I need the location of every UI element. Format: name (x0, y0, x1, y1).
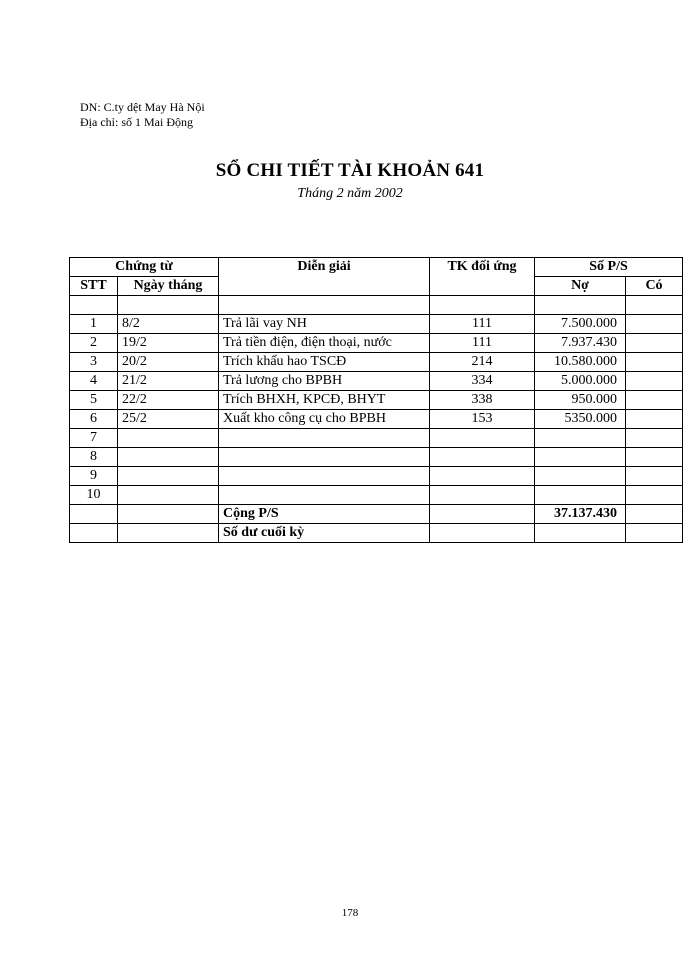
blank-cell (70, 296, 118, 315)
row-debit: 5.000.000 (535, 372, 626, 391)
row-description: Trích BHXH, KPCĐ, BHYT (219, 391, 430, 410)
row-stt: 7 (70, 429, 118, 448)
row-description: Trích khấu hao TSCĐ (219, 353, 430, 372)
blank-cell (535, 296, 626, 315)
table-row (70, 410, 683, 429)
row-stt: 1 (70, 315, 118, 334)
row-credit (626, 410, 683, 429)
table-row (70, 315, 683, 334)
row-date (118, 467, 219, 486)
table-row (70, 372, 683, 391)
row-description: Trả lương cho BPBH (219, 372, 430, 391)
row-debit: 10.580.000 (535, 353, 626, 372)
table-row (70, 391, 683, 410)
row-stt: 8 (70, 448, 118, 467)
row-credit (626, 315, 683, 334)
header-so-ps: Số P/S (535, 258, 683, 277)
row-credit (626, 448, 683, 467)
row-debit (535, 429, 626, 448)
blank-cell (430, 296, 535, 315)
blank-cell (626, 296, 683, 315)
closing-account-cell (430, 524, 535, 543)
blank-cell (118, 296, 219, 315)
row-credit (626, 391, 683, 410)
header-co: Có (626, 277, 683, 296)
row-account: 334 (430, 372, 535, 391)
row-debit (535, 467, 626, 486)
closing-co-cell (626, 524, 683, 543)
row-description (219, 429, 430, 448)
row-account (430, 486, 535, 505)
header-ngay-thang: Ngày tháng (118, 277, 219, 296)
row-credit (626, 372, 683, 391)
row-date: 19/2 (118, 334, 219, 353)
company-address: Địa chỉ: số 1 Mai Động (80, 115, 193, 129)
row-date: 25/2 (118, 410, 219, 429)
row-debit: 950.000 (535, 391, 626, 410)
row-date (118, 448, 219, 467)
row-debit: 7.937.430 (535, 334, 626, 353)
row-account: 214 (430, 353, 535, 372)
row-description: Xuất kho công cụ cho BPBH (219, 410, 430, 429)
row-stt: 9 (70, 467, 118, 486)
row-date: 22/2 (118, 391, 219, 410)
total-no-value: 37.137.430 (535, 505, 626, 524)
page-subtitle: Tháng 2 năm 2002 (297, 186, 403, 201)
row-description: Trả tiền điện, điện thoại, nước (219, 334, 430, 353)
row-date: 21/2 (118, 372, 219, 391)
total-stt-cell (70, 505, 118, 524)
header-no: Nợ (535, 277, 626, 296)
row-stt: 4 (70, 372, 118, 391)
table-row (70, 353, 683, 372)
row-stt: 2 (70, 334, 118, 353)
row-description (219, 448, 430, 467)
total-label: Cộng P/S (219, 505, 430, 524)
row-description (219, 486, 430, 505)
header-stt: STT (70, 277, 118, 296)
header-tk-doi-ung: TK đối ứng (430, 258, 535, 296)
closing-no-cell (535, 524, 626, 543)
total-date-cell (118, 505, 219, 524)
row-stt: 5 (70, 391, 118, 410)
row-credit (626, 429, 683, 448)
table-row (70, 334, 683, 353)
row-debit: 7.500.000 (535, 315, 626, 334)
closing-stt-cell (70, 524, 118, 543)
closing-balance-label: Số dư cuối kỳ (219, 524, 430, 543)
closing-date-cell (118, 524, 219, 543)
row-account: 111 (430, 334, 535, 353)
row-description: Trả lãi vay NH (219, 315, 430, 334)
table-row (70, 429, 683, 448)
closing-balance-row (70, 524, 683, 543)
row-description (219, 467, 430, 486)
row-date (118, 429, 219, 448)
table-row (70, 486, 683, 505)
row-debit: 5350.000 (535, 410, 626, 429)
row-date (118, 486, 219, 505)
row-debit (535, 448, 626, 467)
table-row (70, 448, 683, 467)
row-account: 153 (430, 410, 535, 429)
row-credit (626, 467, 683, 486)
row-stt: 6 (70, 410, 118, 429)
header-chung-tu: Chứng từ (70, 258, 219, 277)
row-credit (626, 353, 683, 372)
row-account (430, 448, 535, 467)
row-account (430, 467, 535, 486)
document-header (80, 100, 205, 130)
row-date: 20/2 (118, 353, 219, 372)
total-row (70, 505, 683, 524)
page-number: 178 (341, 907, 359, 919)
row-date: 8/2 (118, 315, 219, 334)
total-account-cell (430, 505, 535, 524)
row-credit (626, 334, 683, 353)
company-name: DN: C.ty dệt May Hà Nội (80, 100, 205, 114)
table-row (70, 467, 683, 486)
row-stt: 10 (70, 486, 118, 505)
row-account: 338 (430, 391, 535, 410)
row-stt: 3 (70, 353, 118, 372)
total-co-cell (626, 505, 683, 524)
ledger-table (69, 257, 683, 543)
row-debit (535, 486, 626, 505)
page-title: SỔ CHI TIẾT TÀI KHOẢN 641 (215, 160, 485, 181)
row-account: 111 (430, 315, 535, 334)
header-dien-giai: Diễn giải (219, 258, 430, 296)
row-credit (626, 486, 683, 505)
blank-cell (219, 296, 430, 315)
table-header-row (70, 258, 683, 277)
blank-row (70, 296, 683, 315)
row-account (430, 429, 535, 448)
